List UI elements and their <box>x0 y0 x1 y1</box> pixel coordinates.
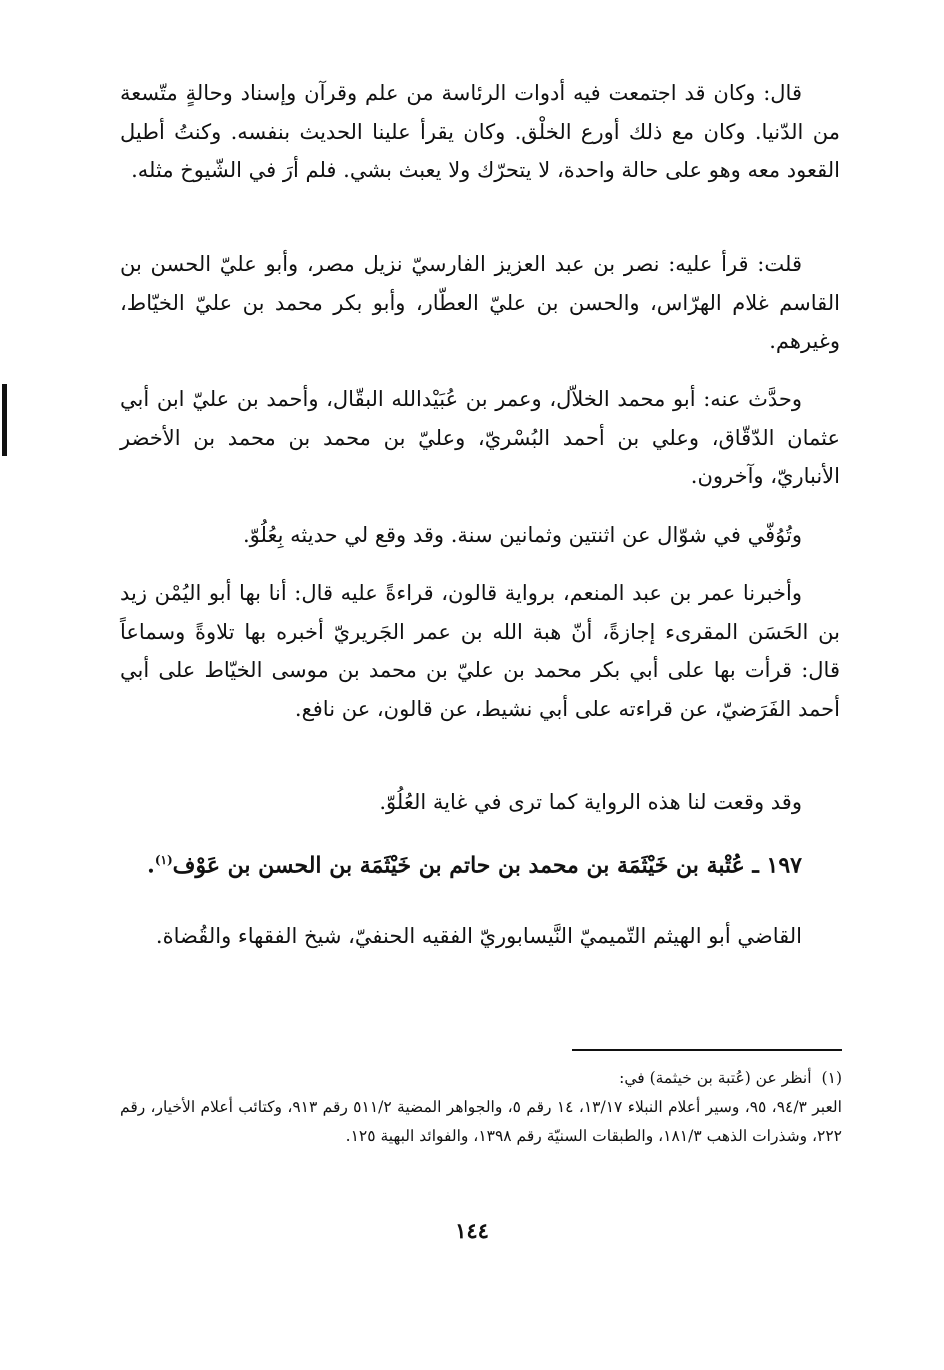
entry-heading-text <box>120 841 840 885</box>
paragraph-3 <box>120 380 840 496</box>
scan-margin-mark <box>2 384 7 456</box>
paragraph-2-text: قلت: قرأ عليه: نصر بن عبد العزيز الفارسيّ نزيل مصر، وأبو عليّ الحسن بن القاسم غلام الهرّاس، والحسن بن عليّ العطّار، وأبو بكر محمد بن عليّ الخيّاط، وغيرهم. <box>120 252 840 353</box>
footnote-head <box>120 1064 842 1093</box>
footnote-divider <box>572 1049 842 1051</box>
footnote <box>120 1064 842 1151</box>
paragraph-6-text: وقد وقعت لنا هذه الرواية كما ترى في غاية العُلُوّ. <box>379 790 802 814</box>
entry-heading-title: ١٩٧ ـ عُتْبة بن خَيْثَمَة بن محمد بن حاتم بن خَيْثَمَة بن الحسن بن عَوْف <box>172 852 802 879</box>
paragraph-4 <box>120 516 840 555</box>
footnote-body: العبر ٩٤/٣، ٩٥، وسير أعلام النبلاء ١٣/١٧، ١٤ رقم ٥، والجواهر المضية ٥١١/٢ رقم ٩١٣، وكتائب أعلام الأخيار، رقم ٢٢٢، وشذرات الذهب ١٨١/٣، والطبقات السنيّة رقم ١٣٩٨، والفوائد البهية ١٢٥. <box>120 1098 842 1145</box>
paragraph-3-text: وحدَّث عنه: أبو محمد الخلاّل، وعمر بن عُبَيْدالله البقّال، وأحمد بن عليّ ابن أبي عثمان الدّقّاق، وعلي بن أحمد البُسْريّ، وعليّ بن محمد بن محمد بن الأخضر الأنباريّ، وآخرون. <box>120 387 840 488</box>
footnote-marker: (١) <box>154 853 173 867</box>
paragraph-6 <box>120 783 840 822</box>
paragraph-4-text: وتُوُفّي في شوّال عن اثنتين وثمانين سنة. وقد وقع لي حديثه بِعُلُوّ. <box>243 523 802 547</box>
page-number: ١٤٤ <box>455 1218 489 1243</box>
footnote-intro: أنظر عن (عُتبة بن خيثمة) في: <box>619 1069 812 1087</box>
paragraph-8 <box>120 917 840 956</box>
paragraph-1-text: قال: وكان قد اجتمعت فيه أدوات الرئاسة من علم وقرآن وإسناد وحالةٍ متّسعة من الدّنيا. وكان مع ذلك أورع الخلْق. وكان يقرأ علينا الحديث بنفسه. وكنتُ أطيل القعود معه وهو على حالة واحدة، لا يتحرّك ولا يعبث بشي. فلم أرَ في الشّيوخ مثله. <box>120 81 840 182</box>
paragraph-5-text: وأخبرنا عمر بن عبد المنعم، برواية قالون، قراءةً عليه قال: أنا بها أبو اليُمْن زيد بن الحَسَن المقرىء إجازةً، أنّ هبة الله بن عمر الجَريريّ أخبره بها تلاوةً وسماعاً قال: قرأت بها على أبي بكر محمد بن عليّ بن محمد بن موسى الخيّاط على أبي أحمد الفَرَضيّ، عن قراءته على أبي نشيط، عن قالون، عن نافع. <box>120 581 840 721</box>
paragraph-8-text: القاضي أبو الهيثم التّميميّ النَّيسابوريّ الفقيه الحنفيّ، شيخ الفقهاء والقُضاة. <box>155 924 802 948</box>
footnote-number: (١) <box>821 1069 842 1087</box>
paragraph-1 <box>120 74 840 190</box>
paragraph-5 <box>120 574 840 728</box>
paragraph-2 <box>120 245 840 361</box>
entry-heading-end: . <box>147 852 155 879</box>
entry-heading <box>120 841 840 885</box>
